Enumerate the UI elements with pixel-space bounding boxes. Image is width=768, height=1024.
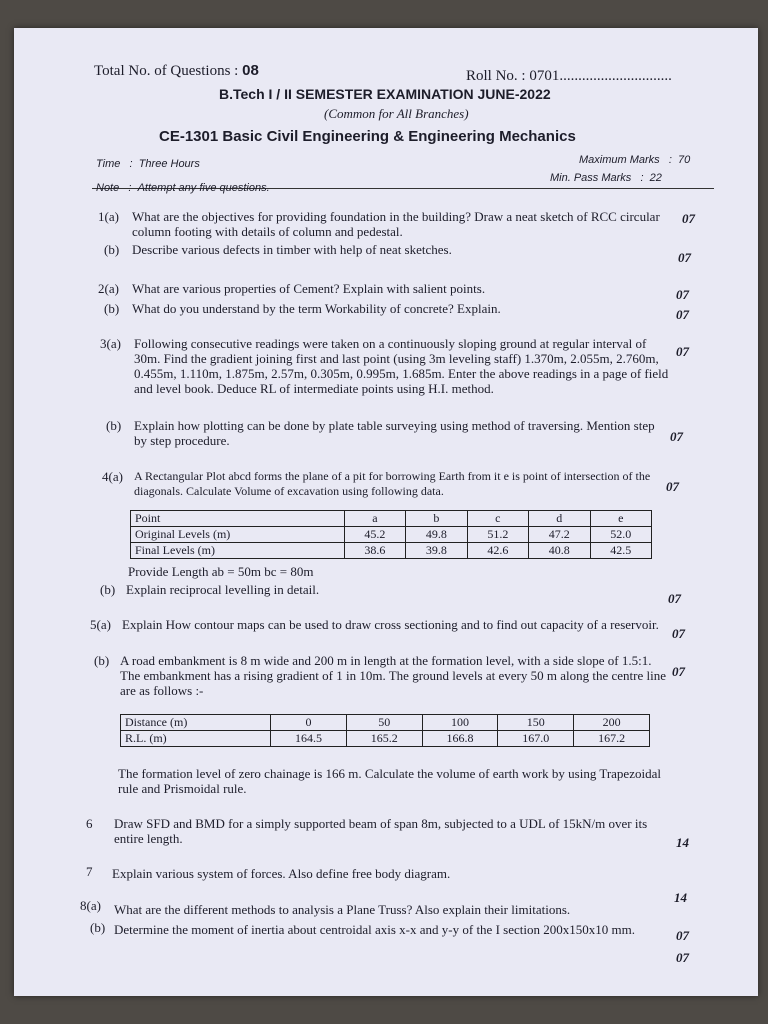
question-number: (b): [90, 920, 106, 935]
table-cell: 100: [422, 715, 498, 731]
table-cell: a: [344, 511, 405, 527]
question-marks: 07: [676, 307, 689, 322]
exam-paper: [14, 28, 758, 996]
time-value: Three Hours: [138, 158, 200, 170]
question-text: Explain various system of forces. Also define free body diagram.: [112, 866, 451, 881]
question-marks: 07: [676, 287, 689, 302]
question-number: (b): [106, 418, 122, 433]
table-after-text: The formation level of zero chainage is 166 m. Calculate the volume of earth work by using Trapezoidal rule and Prismoidal rule.: [118, 766, 661, 796]
excavation-table: [130, 510, 652, 559]
time-row: Time : Three Hours: [96, 158, 200, 170]
table-cell: Distance (m): [121, 715, 271, 731]
table-cell: 0: [271, 715, 347, 731]
course-title: CE-1301 Basic Civil Engineering & Engineering Mechanics: [159, 128, 576, 145]
question-marks: 07: [672, 664, 685, 679]
table-cell: 45.2: [344, 527, 405, 543]
question-text: What are the different methods to analysis a Plane Truss? Also explain their limitations.: [114, 902, 571, 917]
question-number: 7: [86, 864, 93, 879]
table-cell: Original Levels (m): [131, 527, 345, 543]
total-questions-value: 08: [242, 62, 259, 79]
table-cell: 42.5: [590, 543, 652, 559]
question-number: 1(a): [98, 209, 119, 224]
table-cell: d: [529, 511, 590, 527]
table-cell: 49.8: [406, 527, 467, 543]
question-marks: 07: [678, 250, 691, 265]
question-marks: 14: [676, 835, 689, 850]
roll-value: 0701: [529, 68, 560, 84]
table-note: Provide Length ab = 50m bc = 80m: [128, 564, 314, 579]
question-text: Explain How contour maps can be used to draw cross sectioning and to find out capacity of a reservoir.: [122, 617, 659, 632]
time-label: Time: [96, 158, 121, 170]
question-marks: 14: [674, 890, 687, 905]
question-text: What do you understand by the term Workability of concrete? Explain.: [132, 301, 501, 316]
note-label: Note: [96, 182, 120, 194]
table-cell: R.L. (m): [121, 731, 271, 747]
table-cell: 52.0: [590, 527, 652, 543]
min-pass-row: Min. Pass Marks : 22: [550, 172, 662, 184]
question-text: Following consecutive readings were taken on a continuously sloping ground at regular interval of 30m. Find the gradient joining first and last point (using 3m leveling staff) 1.370m, 2.055m, 2.760m, 0.455m, 1.110m, 1.875m, 2.57m, 0.305m, 0.995m, 1.685m. Enter the above readings in a page of field and level book. Deduce RL of intermediate points using H.I. method.: [134, 336, 669, 396]
total-questions-label: Total No. of Questions :: [94, 63, 239, 79]
question-text: Determine the moment of inertia about centroidal axis x-x and y-y of the I section 200x150x10 mm.: [114, 922, 635, 937]
question-number: (b): [104, 301, 120, 316]
table-cell: 39.8: [406, 543, 467, 559]
roll-label: Roll No. :: [466, 68, 526, 84]
table-cell: 165.2: [346, 731, 422, 747]
min-pass-value: 22: [649, 172, 662, 184]
question-number: 8(a): [80, 898, 101, 913]
question-marks: 07: [682, 211, 695, 226]
note-value: Attempt any five questions.: [137, 182, 270, 194]
table-row: [121, 715, 650, 731]
common-branches: (Common for All Branches): [324, 106, 469, 121]
table-row: [121, 731, 650, 747]
table-cell: 150: [498, 715, 574, 731]
question-text: Describe various defects in timber with help of neat sketches.: [132, 242, 452, 257]
question-text: Draw SFD and BMD for a simply supported beam of span 8m, subjected to a UDL of 15kN/m over its entire length.: [114, 816, 648, 846]
question-number: (b): [100, 582, 116, 597]
question-marks: 07: [668, 591, 681, 606]
table-row: [131, 527, 652, 543]
question-text: What are the objectives for providing foundation in the building? Draw a neat sketch of RCC circular column footing with details of column and pedestal.: [132, 209, 660, 239]
table-cell: 50: [346, 715, 422, 731]
table-row: [131, 543, 652, 559]
question-number: (b): [104, 242, 120, 257]
table-cell: 40.8: [529, 543, 590, 559]
question-text: A road embankment is 8 m wide and 200 m in length at the formation level, with a side slope of 1.5:1. The embankment has a rising gradient of 1 in 10m. The ground levels at every 50 m along the centre line are as follows :-: [120, 653, 666, 698]
table-cell: c: [467, 511, 528, 527]
note-row: Note : Attempt any five questions.: [96, 182, 270, 194]
question-marks: 07: [672, 626, 685, 641]
exam-title: B.Tech I / II SEMESTER EXAMINATION JUNE-2022: [219, 86, 551, 102]
question-text: Explain reciprocal levelling in detail.: [126, 582, 320, 597]
table-cell: b: [406, 511, 467, 527]
question-number: (b): [94, 653, 110, 668]
table-cell: Final Levels (m): [131, 543, 345, 559]
max-marks-value: 70: [678, 154, 691, 166]
question-text: A Rectangular Plot abcd forms the plane of a pit for borrowing Earth from it e is point of intersection of the diagonals. Calculate Volume of excavation using following data.: [134, 469, 651, 498]
table-cell: 166.8: [422, 731, 498, 747]
table-row: [131, 511, 652, 527]
min-pass-label: Min. Pass Marks: [550, 172, 632, 184]
question-text: Explain how plotting can be done by plate table surveying using method of traversing. Mention step by step procedure.: [134, 418, 655, 448]
question-number: 3(a): [100, 336, 121, 351]
question-number: 5(a): [90, 617, 111, 632]
max-marks-row: Maximum Marks : 70: [579, 154, 691, 166]
table-cell: e: [590, 511, 652, 527]
question-marks: 07: [676, 344, 689, 359]
question-marks: 07: [670, 429, 683, 444]
table-cell: 200: [574, 715, 650, 731]
question-number: 6: [86, 816, 93, 831]
table-cell: 164.5: [271, 731, 347, 747]
question-number: 2(a): [98, 281, 119, 296]
ground-levels-table: [120, 714, 650, 747]
table-cell: Point: [131, 511, 345, 527]
table-cell: 51.2: [467, 527, 528, 543]
question-marks: 07: [676, 928, 689, 943]
total-questions: [94, 62, 259, 80]
question-marks: 07: [676, 950, 689, 965]
roll-number: Roll No. : 0701..............................: [466, 68, 672, 84]
table-cell: 47.2: [529, 527, 590, 543]
table-cell: 167.2: [574, 731, 650, 747]
table-cell: 42.6: [467, 543, 528, 559]
table-cell: 167.0: [498, 731, 574, 747]
question-number: 4(a): [102, 469, 123, 484]
question-marks: 07: [666, 479, 679, 494]
question-text: What are various properties of Cement? Explain with salient points.: [132, 281, 486, 296]
max-marks-label: Maximum Marks: [579, 154, 660, 166]
table-cell: 38.6: [344, 543, 405, 559]
